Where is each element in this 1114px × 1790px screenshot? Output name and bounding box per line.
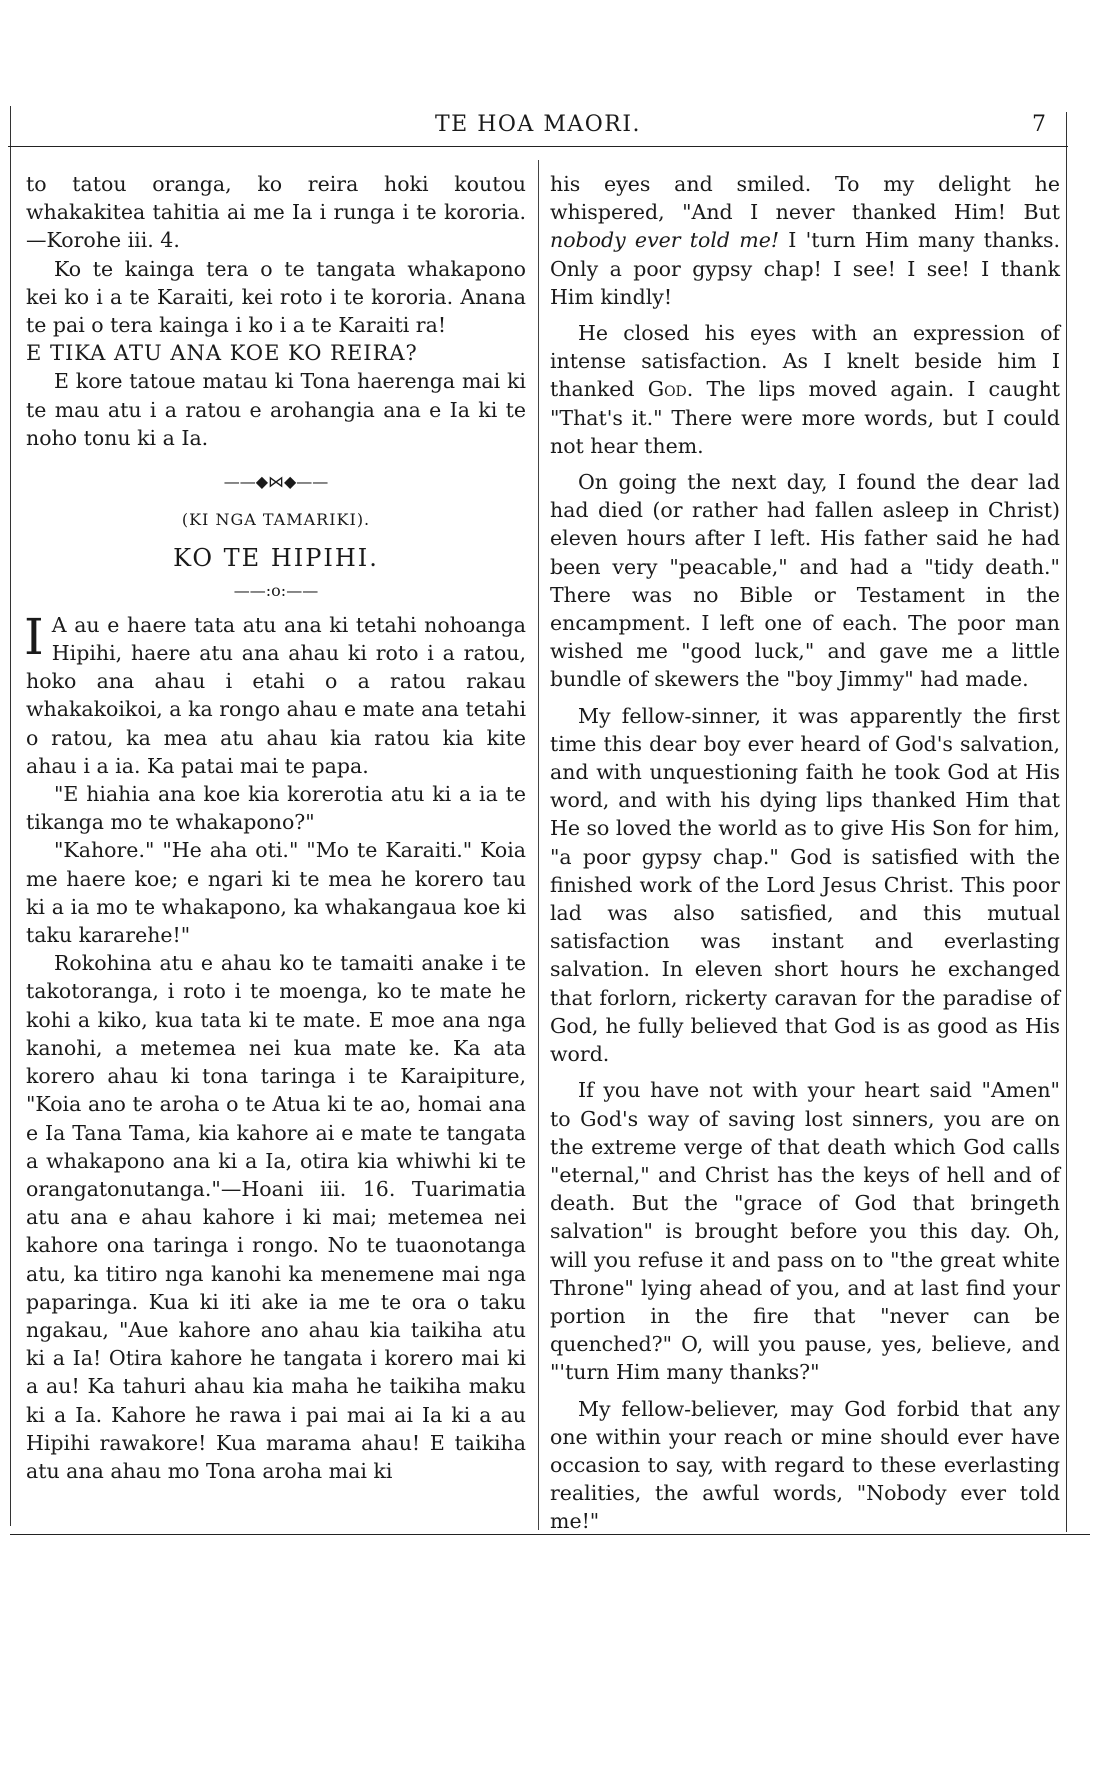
paragraph: My fellow-believer, may God forbid that any one within your reach or mine should ever have occasion to say, with regard to these everlasting realities, the awful words, "Nobody ever told me!" — [550, 1396, 1060, 1534]
paragraph: "E hiahia ana koe kia korerotia atu ki a ia te tikanga mo te whakapono?" — [26, 782, 526, 835]
left-border-rule — [10, 106, 11, 1526]
paragraph: If you have not with your heart said "Amen" to God's way of saving lost sinners, you are on the extreme verge of that death which God calls "eternal," and Christ has the keys of hell and of death. But the "grace of God that bringeth salvation" is brought before you this day. Oh, will you refuse it and pass on to "the great white Throne" lying ahead of you, and at last find your portion in the fire that "never can be quenched?" O, will you pause, yes, believe, and "'turn Him many thanks?" — [550, 1078, 1060, 1385]
text-run: I 'turn Him many thanks. Only a poor gypsy chap! I see! I see! I thank Him kindly! — [550, 228, 1061, 309]
text-run: He closed his eyes with an expression of intense satisfaction. As I knelt beside him I thanked — [550, 321, 1060, 402]
paragraph: My fellow-sinner, it was apparently the first time this dear boy ever heard of God's salvation, and with unquestioning faith he took God at His word, and with his dying lips thanked Him that He so loved the world as to give His Son for him, "a poor gypsy chap." God is satisfied with the finished work of the Lord Jesus Christ. This poor lad was also satisfied, and this mutual satisfaction was instant and everlasting salvation. In eleven short hours he exchanged that forlorn, rickerty caravan for the paradise of God, he fully believed that God is as good as His word. — [550, 703, 1060, 1067]
story-subheading: (KI NGA TAMARIKI). — [181, 510, 371, 530]
paragraph: On going the next day, I found the dear lad had died (or rather had fallen asleep in Christ) eleven hours after I left. His father said he had been very "peacable," and had a "tidy death." There was no Bible or Testament in the encampment. I left one of each. The poor man wished me "good luck," and gave me a little bundle of skewers the "boy Jimmy" had made. — [550, 470, 1060, 692]
right-column — [550, 170, 1060, 1536]
masthead-title: TE HOA MAORI. — [434, 112, 642, 137]
text-run: his eyes and smiled. To my delight he whispered, "And I never thanked Him! But — [550, 172, 1060, 225]
title-separator: ——:o:—— — [233, 580, 319, 600]
paragraph: Ko te kainga tera o te tangata whakapono kei ko i a te Karaiti, kei roto i te kororia. Anana te pai o tera kainga i ko i a te Karaiti ra! — [26, 256, 526, 338]
ornament-divider: ——◆⋈◆—— — [223, 472, 329, 492]
section-heading: E TIKA ATU ANA KOE KO REIRA? — [26, 341, 418, 366]
emphasis: nobody ever told me! — [550, 228, 780, 253]
paragraph — [550, 319, 1060, 460]
left-column — [26, 170, 526, 1485]
paragraph — [550, 170, 1060, 311]
paragraph: E kore tatoue matau ki Tona haerenga mai ki te mau atu i a ratou e arohangia ana e Ia ki te noho tonu ki a Ia. — [26, 369, 526, 450]
paragraph: A au e haere tata atu ana ki tetahi nohoanga Hipihi, haere atu ana ahau ki roto i a ratou, hoko ana ahau i etahi o a ratou rakau whakakoikoi, a ka rongo ahau e mate ana tetahi o ratou, ka mea atu ahau kia ratou kia kite ahau i a ia. Ka patai mai te papa. — [26, 612, 526, 778]
paragraph: to tatou oranga, ko reira hoki koutou whakakitea tahitia ai me Ia i runga i te kororia.—Korohe iii. 4. — [26, 172, 526, 253]
small-caps-word: God — [647, 377, 687, 402]
paragraph: Rokohina atu e ahau ko te tamaiti anake i te takotoranga, i roto i te moenga, ko te mate he kohi a kiko, kua tata ki te mate. E moe ana nga kanohi, a metemea nei kua mate ke. Ka ata korero ahau ki tona taringa i te Karaipiture, "Koia ano te aroha o te Atua ki te ao, homai ana e Ia Tana Tama, kia kahore ai e mate te tangata a whakapono ana ki a Ia, otira kia whiwhi ki te orangatonutanga."—Hoani iii. 16. Tuarimatia atu ana e ahau kahore i ki mai; metemea nei kahore ona taringa i rongo. No te tuaonotanga atu, ka titiro nga kanohi ka menemene mai nga paparinga. Kua ki iti ake ia me te ora o taku ngakau, "Aue kahore ano ahau kia taikiha atu ki a Ia! Otira kahore he tangata i korero mai ki a au! Ka tahuri ahau kia maha he taikiha maku ki a Ia. Kahore he rawa i pai mai ai Ia ki a au Hipihi rawakore! Kua marama ahau! E taikiha atu ana ahau mo Tona aroha mai ki — [26, 951, 526, 1483]
column-divider — [538, 160, 539, 1530]
footer-rule — [10, 1534, 1090, 1535]
right-border-rule — [1066, 112, 1067, 1532]
header-rule — [8, 146, 1068, 147]
text-run: . The lips moved again. I caught "That's it." There were more words, but I could not hear them. — [550, 377, 1061, 458]
paragraph: "Kahore." "He aha oti." "Mo te Karaiti." Koia me haere koe; e ngari ki te mea he korero tau ki a ia mo te whakapono, ka whakangaua koe ki taku kararehe!" — [26, 838, 526, 948]
dropcap-paragraph — [24, 607, 526, 780]
dropcap-letter: I — [24, 607, 44, 666]
page-number: 7 — [1032, 112, 1046, 137]
story-title: KO TE HIPIHI. — [173, 544, 379, 573]
